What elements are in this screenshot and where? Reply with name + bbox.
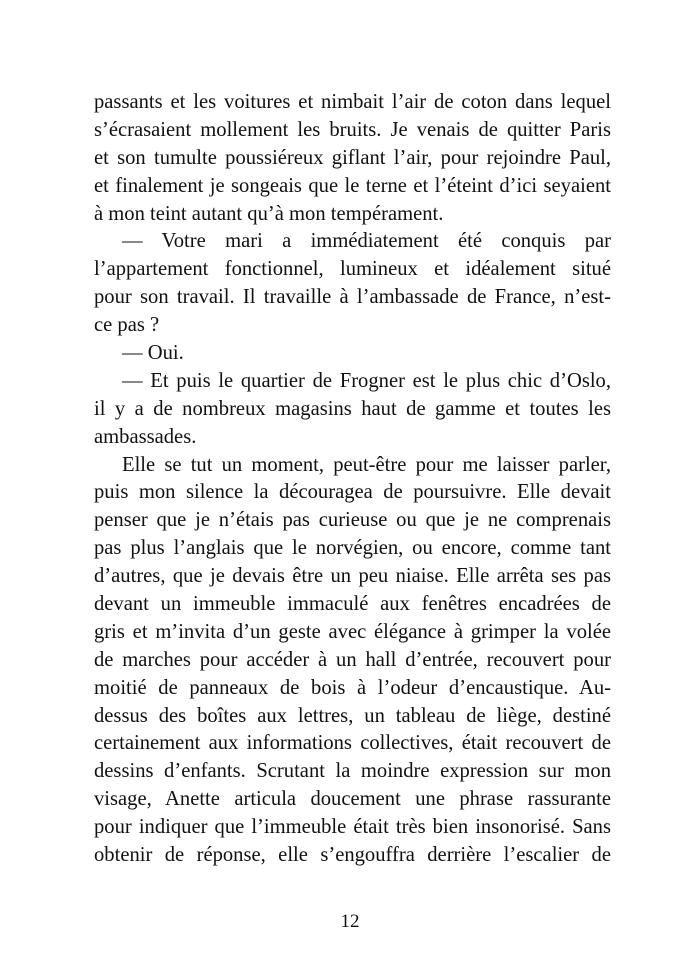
dialogue-line: — Et puis le quartier de Frogner est le plus chic d’Oslo, <box>122 369 611 392</box>
text-line: ce pas ? <box>94 314 160 337</box>
text-line: d’autres, que je devais être un peu niaise. Elle arrêta ses pas <box>94 565 611 588</box>
body-text <box>94 89 611 870</box>
text-line: moitié de panneaux de bois à l’odeur d’encaustique. Au- <box>94 676 611 699</box>
dialogue-line: — Votre mari a immédiatement été conquis par <box>122 230 611 253</box>
text-line: pas plus l’anglais que le norvégien, ou encore, comme tant <box>94 537 611 560</box>
text-line: l’appartement fonctionnel, lumineux et idéalement situé <box>94 258 611 281</box>
text-line: pour indiquer que l’immeuble était très bien insonorisé. Sans <box>94 816 611 839</box>
dialogue-line: — Oui. <box>122 342 184 365</box>
text-line: de marches pour accéder à un hall d’entrée, recouvert pour <box>94 648 611 671</box>
text-line: certainement aux informations collectives, était recouvert de <box>94 732 611 755</box>
text-line: visage, Anette articula doucement une phrase rassurante <box>94 788 611 811</box>
page-number: 12 <box>340 911 360 932</box>
text-line: et son tumulte poussiéreux giflant l’air, pour rejoindre Paul, <box>94 146 611 169</box>
text-line: à mon teint autant qu’à mon tempérament. <box>94 202 444 225</box>
text-line: il y a de nombreux magasins haut de gamme et toutes les <box>94 397 611 420</box>
text-line: ambassades. <box>94 425 197 448</box>
text-line: pour son travail. Il travaille à l’ambassade de France, n’est- <box>94 286 611 309</box>
text-line: passants et les voitures et nimbait l’air de coton dans lequel <box>94 91 611 113</box>
text-line: obtenir de réponse, elle s’engouffra derrière l’escalier de <box>94 844 611 867</box>
text-line: s’écrasaient mollement les bruits. Je venais de quitter Paris <box>94 118 611 141</box>
paragraph-start-line: Elle se tut un moment, peut-être pour me laisser parler, <box>122 453 611 476</box>
text-line: puis mon silence la découragea de poursuivre. Elle devait <box>94 481 611 504</box>
text-line: penser que je n’étais pas curieuse ou que je ne comprenais <box>94 509 611 532</box>
text-line: dessus des boîtes aux lettres, un tableau de liège, destiné <box>94 704 611 727</box>
text-line: et finalement je songeais que le terne et l’éteint d’ici seyaient <box>94 174 611 197</box>
text-line: devant un immeuble immaculé aux fenêtres encadrées de <box>94 593 611 616</box>
text-line: gris et m’invita d’un geste avec élégance à grimper la volée <box>94 620 611 643</box>
text-line: dessins d’enfants. Scrutant la moindre expression sur mon <box>94 760 611 783</box>
